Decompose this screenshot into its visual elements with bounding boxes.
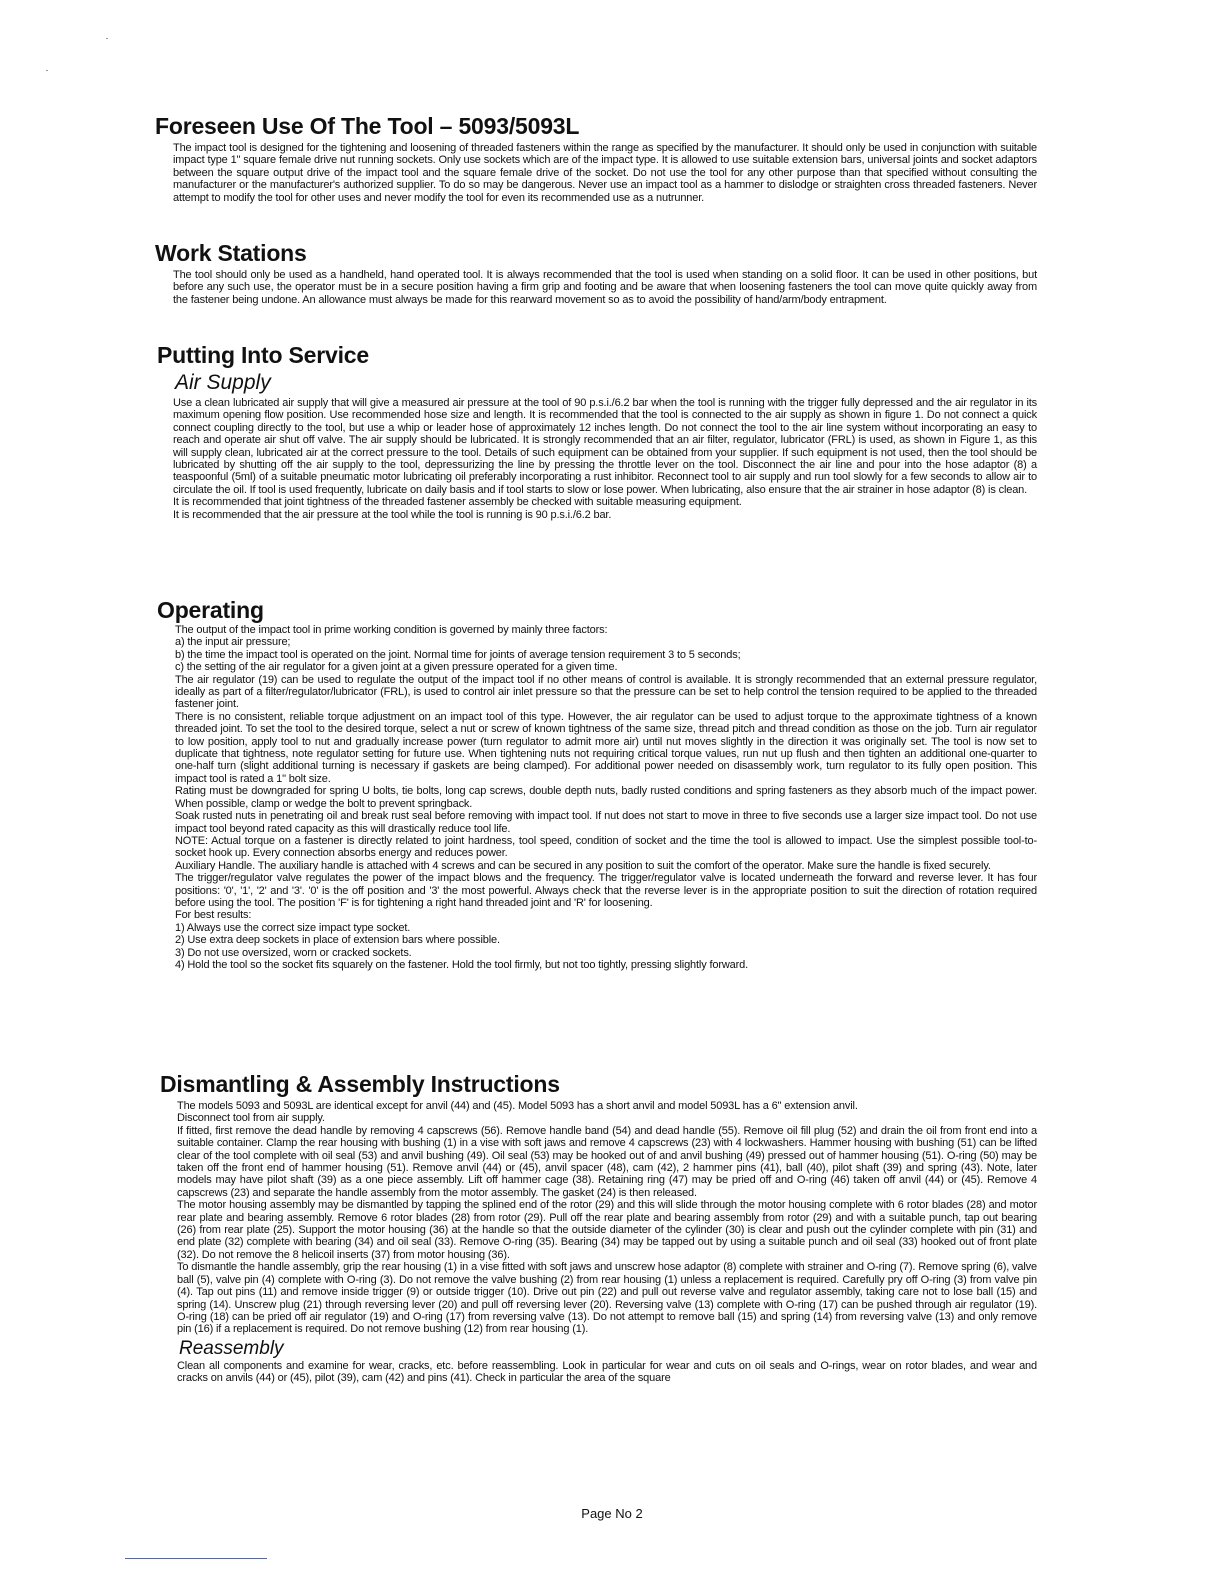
paragraph-air-supply: Use a clean lubricated air supply that will give a measured air pressure at the tool of 90 p.s.i./6.2 bar when the tool is running with the trigger fully depressed and the air regulator in its maximum opening flow position. Use recommended hose size and length. It is recommended that the tool is connected to the air supply as shown in figure 1. Do not connect a quick connect coupling directly to the tool, but use a whip or leader hose of approximately 12 inches length. Do not connect the tool to the air line system without incorporating an easy to reach and operate air shut off valve. The air supply should be lubricated. It is strongly recommended that an air filter, regulator, lubricator (FRL) is used, as shown in Figure 1, as this will supply clean, lubricated air at the correct pressure to the tool. Details of such equipment can be obtained from your supplier. If such equipment is not used, then the tool should be lubricated by shutting off the air supply to the tool, depressurizing the line by pressing the throttle lever on the tool. Disconnect the air line and pour into the hose adaptor (8) a teaspoonful (5ml) of a suitable pneumatic motor lubricating oil preferably incorporating a rust inhibitor. Reconnect tool to air supply and run tool slowly for a few seconds to allow air to circulate the oil. If tool is used frequently, lubricate on daily basis and if tool starts to slow or lose power. When lubricating, also ensure that the air strainer in hose adaptor (8) is clean. It is recommended that joint tightness of the threaded fastener assembly be checked with suitable measuring equipment. It is recommended that the air pressure at the tool while the tool is running is 90 p.s.i./6.2 bar. xyxy=(173,397,1037,521)
page-number: Page No 2 xyxy=(581,1506,643,1521)
subheading-air-supply: Air Supply xyxy=(175,371,271,394)
heading-foreseen-use: Foreseen Use Of The Tool – 5093/5093L xyxy=(155,113,580,139)
heading-putting-into-service: Putting Into Service xyxy=(157,342,369,368)
heading-dismantling: Dismantling & Assembly Instructions xyxy=(160,1071,560,1097)
section-putting-into-service xyxy=(157,342,1037,521)
paragraph-operating: The output of the impact tool in prime working condition is governed by mainly three factors: a) the input air pressure; b) the time the impact tool is operated on the joint. Normal time for joints of average tension requirement 3 to 5 seconds; c) the setting of the air regulator for a given joint at a given pressure operated for a given time. The air regulator (19) can be used to regulate the output of the impact tool if no other means of control is available. It is strongly recommended that an external pressure regulator, ideally as part of a filter/regulator/lubricator (FRL), is used to control air inlet pressure so that the pressure can be set to help control the tension required to be applied to the threaded fastener joint. There is no consistent, reliable torque adjustment on an impact tool of this type. However, the air regulator can be used to adjust torque to the approximate tightness of a known threaded joint. To set the tool to the desired torque, select a nut or screw of known tightness of the same size, thread pitch and thread condition as those on the job. Turn air regulator to low position, apply tool to nut and gradually increase power (turn regulator to admit more air) until nut moves slightly in the direction it was originally set. The tool is now set to duplicate that tightness, note regulator setting for future use. When tightening nuts not requiring critical torque values, run nut up flush and then tighten an additional one-quarter to one-half turn (slight additional turning is necessary if gaskets are being clamped). For additional power needed on disassembly work, turn regulator to its fully open position. This impact tool is rated a 1" bolt size. Rating must be downgraded for spring U bolts, tie bolts, long cap screws, double depth nuts, badly rusted conditions and spring fasteners as they absorb much of the impact power. When possible, clamp or wedge the bolt to prevent springback. Soak rusted nuts in penetrating oil and break rust seal before removing with impact tool. If nut does not start to move in three to five seconds use a larger size impact tool. Do not use impact tool beyond rated capacity as this will drastically reduce tool life. NOTE: Actual torque on a fastener is directly related to joint hardness, tool speed, condition of socket and the time the tool is allowed to impact. Use the simplest possible tool-to-socket hook up. Every connection absorbs energy and reduces power. Auxiliary Handle. The auxiliary handle is attached with 4 screws and can be secured in any position to suit the comfort of the operator. Make sure the handle is fixed securely. The trigger/regulator valve regulates the power of the impact blows and the frequency. The trigger/regulator valve is located underneath the forward and reverse lever. It has four positions: '0', '1', '2' and '3'. '0' is the off position and '3' the most powerful. Always check that the reverse lever is in the appropriate position to suit the direction of rotation required before using the tool. The position 'F' is for tightening a right hand threaded joint and 'R' for loosening. For best results: 1) Always use the correct size impact type socket. 2) Use extra deep sockets in place of extension bars where possible. 3) Do not use oversized, worn or cracked sockets. 4) Hold the tool so the socket fits squarely on the fastener. Hold the tool firmly, but not too tightly, pressing slightly forward. xyxy=(175,624,1037,971)
section-operating xyxy=(157,597,1037,971)
section-work-stations xyxy=(155,240,1037,306)
bottom-rule xyxy=(125,1558,267,1559)
scan-speck xyxy=(46,70,48,71)
heading-work-stations: Work Stations xyxy=(155,240,307,266)
subheading-reassembly: Reassembly xyxy=(179,1337,284,1359)
heading-operating: Operating xyxy=(157,597,264,623)
section-dismantling xyxy=(160,1071,1037,1385)
paragraph-work-stations: The tool should only be used as a handheld, hand operated tool. It is always recommended that the tool is used when standing on a solid floor. It can be used in other positions, but before any such use, the operator must be in a secure position having a firm grip and footing and be aware that when loosening fasteners the tool can move quite quickly away from the fastener being undone. An allowance must always be made for this rearward movement so as to avoid the possibility of hand/arm/body entrapment. xyxy=(173,269,1037,306)
paragraph-dismantling: The models 5093 and 5093L are identical except for anvil (44) and (45). Model 5093 has a short anvil and model 5093L has a 6" extension anvil. Disconnect tool from air supply. If fitted, first remove the dead handle by removing 4 capscrews (56). Remove handle band (54) and dead handle (55). Remove oil fill plug (52) and drain the oil from front end into a suitable container. Clamp the rear housing with bushing (1) in a vise with soft jaws and remove 4 capscrews (23) with 4 lockwashers. Hammer housing with bushing (51) can be lifted clear of the tool complete with oil seal (53) and anvil bushing (49). Oil seal (53) may be hooked out of and anvil bushing (49) pressed out of hammer housing (51). O-ring (50) may be taken off the front end of hammer housing (51). Remove anvil (44) or (45), anvil spacer (48), cam (42), 2 hammer pins (41), ball (40), pilot shaft (39) and spring (43). Note, later models may have pilot shaft (39) as a one piece assembly. Lift off hammer cage (38). Retaining ring (47) may be pried off and O-ring (46) taken off anvil (44) or (45). Remove 4 capscrews (23) and separate the handle assembly from the motor assembly. The gasket (24) is then released. The motor housing assembly may be dismantled by tapping the splined end of the rotor (29) and this will slide through the motor housing complete with 6 rotor blades (28) and motor rear plate and bearing assembly. Remove 6 rotor blades (28) from rotor (29). Pull off the rear plate and bearing assembly from rotor (29) and with a suitable punch, tap out bearing (26) from rear plate (25). Support the motor housing (36) at the handle so that the outside diameter of the cylinder (30) is clear and push out the cylinder complete with pin (31) and end plate (32) complete with bearing (34) and oil seal (33). Remove O-ring (35). Bearing (34) may be tapped out by using a suitable punch and oil seal (33) hooked out of front plate (32). Do not remove the 8 helicoil inserts (37) from motor housing (36). To dismantle the handle assembly, grip the rear housing (1) in a vise fitted with soft jaws and unscrew hose adaptor (8) complete with strainer and O-ring (7). Remove spring (6), valve ball (5), valve pin (4) complete with O-ring (3). Do not remove the valve bushing (2) from rear housing (1) unless a replacement is required. Carefully pry off O-ring (3) from valve pin (4). Tap out pins (11) and remove inside trigger (9) or outside trigger (10). Drive out pin (22) and pull out reverse valve and regulator assembly, taking care not to lose ball (15) and spring (14). Unscrew plug (21) through reversing lever (20) and pull off reversing lever (20). Reversing valve (13) complete with O-ring (17) can be pushed through air regulator (19). O-ring (18) can be pried off air regulator (19) and O-ring (17) from reversing valve (13). Do not attempt to remove ball (15) and spring (14) from reversing valve (13) and only remove pin (16) if a replacement is required. Do not remove bushing (12) from rear housing (1). xyxy=(177,1100,1037,1336)
paragraph-reassembly: Clean all components and examine for wear, cracks, etc. before reassembling. Look in particular for wear and cuts on oil seals and O-rings, wear on rotor blades, and wear and cracks on anvils (44) or (45), pilot (39), cam (42) and pins (41). Check in particular the area of the square xyxy=(177,1359,1037,1385)
paragraph-foreseen-use: The impact tool is designed for the tightening and loosening of threaded fasteners within the range as specified by the manufacturer. It should only be used in conjunction with suitable impact type 1" square female drive nut running sockets. Only use sockets which are of the impact type. It is allowed to use suitable extension bars, universal joints and socket adaptors between the square output drive of the impact tool and the square female drive of the socket. Do not use the tool for any other purpose than that specified without consulting the manufacturer or the manufacturer's authorized supplier. To do so may be dangerous. Never use an impact tool as a hammer to dislodge or straighten cross threaded fasteners. Never attempt to modify the tool for other uses and never modify the tool for even its recommended use as a nutrunner. xyxy=(173,142,1037,204)
section-foreseen-use xyxy=(155,113,1037,204)
scan-speck xyxy=(106,38,108,39)
